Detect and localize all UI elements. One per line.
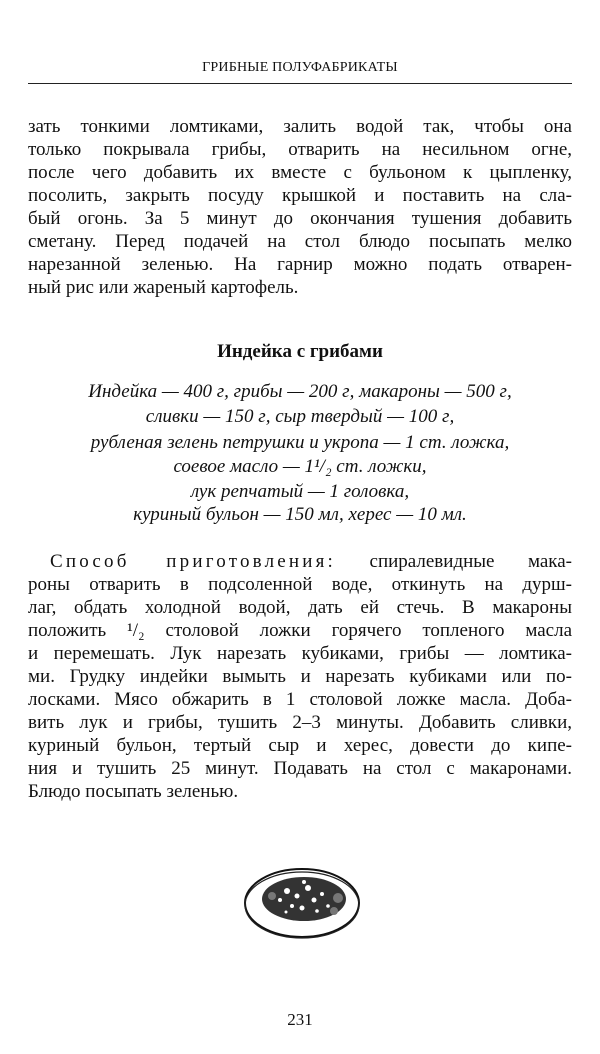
text-line: после чего добавить их вместе с бульоном к цыпленку, [28,162,572,183]
running-header: ГРИБНЫЕ ПОЛУФАБРИКАТЫ [202,60,398,75]
text-line: ния и тушить 25 минут. Подавать на стол с макаронами. [28,758,572,779]
text-line: посолить, закрыть посуду крышкой и поставить на сла- [28,185,572,206]
text-line: куриный бульон, тертый сыр и херес, довести до кипе- [28,735,572,756]
text-line: ми. Грудку индейки вымыть и нарезать кубиками или по- [28,666,572,687]
text-line: нарезанной зеленью. На гарнир можно подать отварен- [28,254,572,275]
text-line: бый огонь. За 5 минут до окончания тушения добавить [28,208,572,229]
text-line: Блюдо посыпать зеленью. [28,781,239,802]
method-text: спиралевидные мака- [336,551,572,572]
text-line: вить лук и грибы, тушить 2–3 минуты. Добавить сливки, [28,712,572,733]
text-line: положить ¹/₂ столовой ложки горячего топленого масла [28,620,572,641]
text-line: сметану. Перед подачей на стол блюдо посыпать мелко [28,231,572,252]
text-line: лосками. Мясо обжарить в 1 столовой ложке масла. Доба- [28,689,572,710]
ingredient-line: Индейка — 400 г, грибы — 200 г, макароны — 500 г, [88,381,512,402]
ingredient-line: сливки — 150 г, сыр твердый — 100 г, [145,406,455,427]
method-label: Способ приготовления: [50,551,337,572]
text-line: зать тонкими ломтиками, залить водой так, чтобы она [28,116,572,137]
ingredient-line: соевое масло — 1¹/₂ ст. ложки, [173,456,427,477]
text-line [50,550,572,573]
text-line: только покрывала грибы, отварить на несильном огне, [28,139,572,160]
ingredient-line: рубленая зелень петрушки и укропа — 1 ст. ложка, [90,432,510,453]
text-line: лаг, обдать холодной водой, дать ей стечь. В макароны [28,597,572,618]
text-line: роны отварить в подсоленной воде, откинуть на дурш- [28,574,572,595]
dish-illustration [242,866,362,942]
ingredient-line: лук репчатый — 1 головка, [190,481,410,502]
text-line: и перемешать. Лук нарезать кубиками, грибы — ломтика- [28,643,572,664]
page-number: 231 [287,1010,313,1029]
text-line: ный рис или жареный картофель. [28,277,299,298]
header-rule [28,83,572,84]
recipe-title: Индейка с грибами [217,341,383,362]
ingredient-line: куриный бульон — 150 мл, херес — 10 мл. [133,504,467,525]
